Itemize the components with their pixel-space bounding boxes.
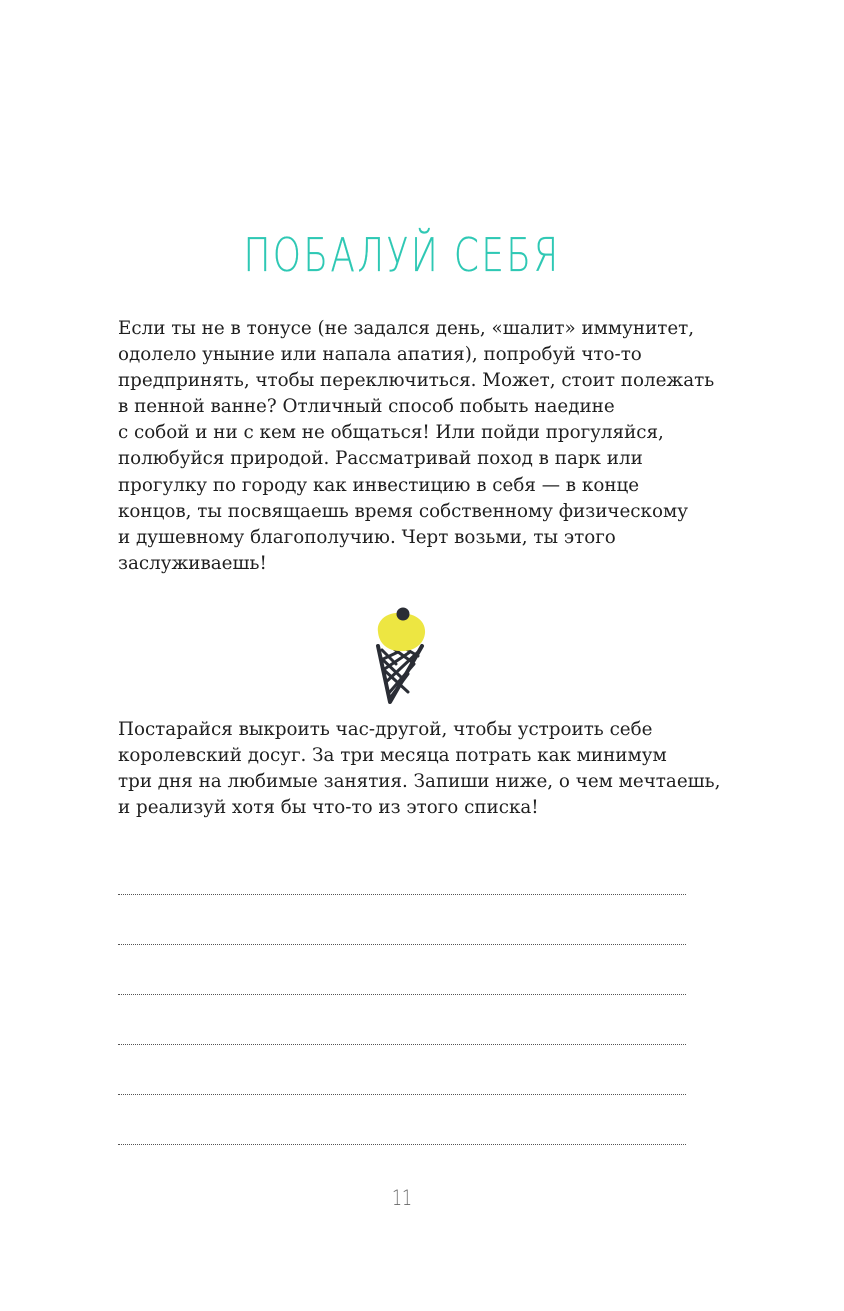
- task-paragraph: [118, 717, 721, 821]
- paragraph-line: Если ты не в тонусе (не задался день, «шалит» иммунитет,: [118, 318, 695, 339]
- page-title: ПОБАЛУЙ СЕБЯ: [243, 228, 561, 282]
- paragraph-line: с собой и ни с кем не общаться! Или пойди прогуляйся,: [118, 422, 664, 444]
- page-number: 11: [391, 1186, 413, 1210]
- paragraph-line: полюбуйся природой. Рассматривай поход в парк или: [118, 448, 643, 470]
- writing-line[interactable]: [118, 895, 686, 945]
- paragraph-line: прогулку по городу как инвестицию в себя — в конце: [118, 474, 640, 496]
- writing-line[interactable]: [118, 880, 686, 895]
- paragraph-line: Постарайся выкроить час-другой, чтобы устроить себе: [118, 719, 653, 740]
- intro-paragraph: [118, 316, 718, 577]
- paragraph-line: концов, ты посвящаешь время собственному физическому: [118, 500, 688, 522]
- paragraph-line: в пенной ванне? Отличный способ побыть наедине: [118, 396, 615, 418]
- paragraph-line: и реализуй хотя бы что-то из этого списка!: [118, 797, 539, 819]
- paragraph-line: заслуживаешь!: [118, 552, 267, 574]
- paragraph-line: королевский досуг. За три месяца потрать как минимум: [118, 745, 667, 767]
- paragraph-line: три дня на любимые занятия. Запиши ниже, о чем мечтаешь,: [118, 771, 721, 793]
- writing-line[interactable]: [118, 995, 686, 1045]
- writing-line[interactable]: [118, 945, 686, 995]
- writing-line[interactable]: [118, 1045, 686, 1095]
- writing-line[interactable]: [118, 1095, 686, 1145]
- paragraph-line: предпринять, чтобы переключиться. Может, стоит полежать: [118, 370, 715, 392]
- ice-cream-cone-icon: [364, 602, 434, 706]
- writing-lines: [118, 880, 686, 1145]
- paragraph-line: и душевному благополучию. Черт возьми, ты этого: [118, 526, 616, 548]
- paragraph-line: одолело уныние или напала апатия), попробуй что-то: [118, 344, 642, 366]
